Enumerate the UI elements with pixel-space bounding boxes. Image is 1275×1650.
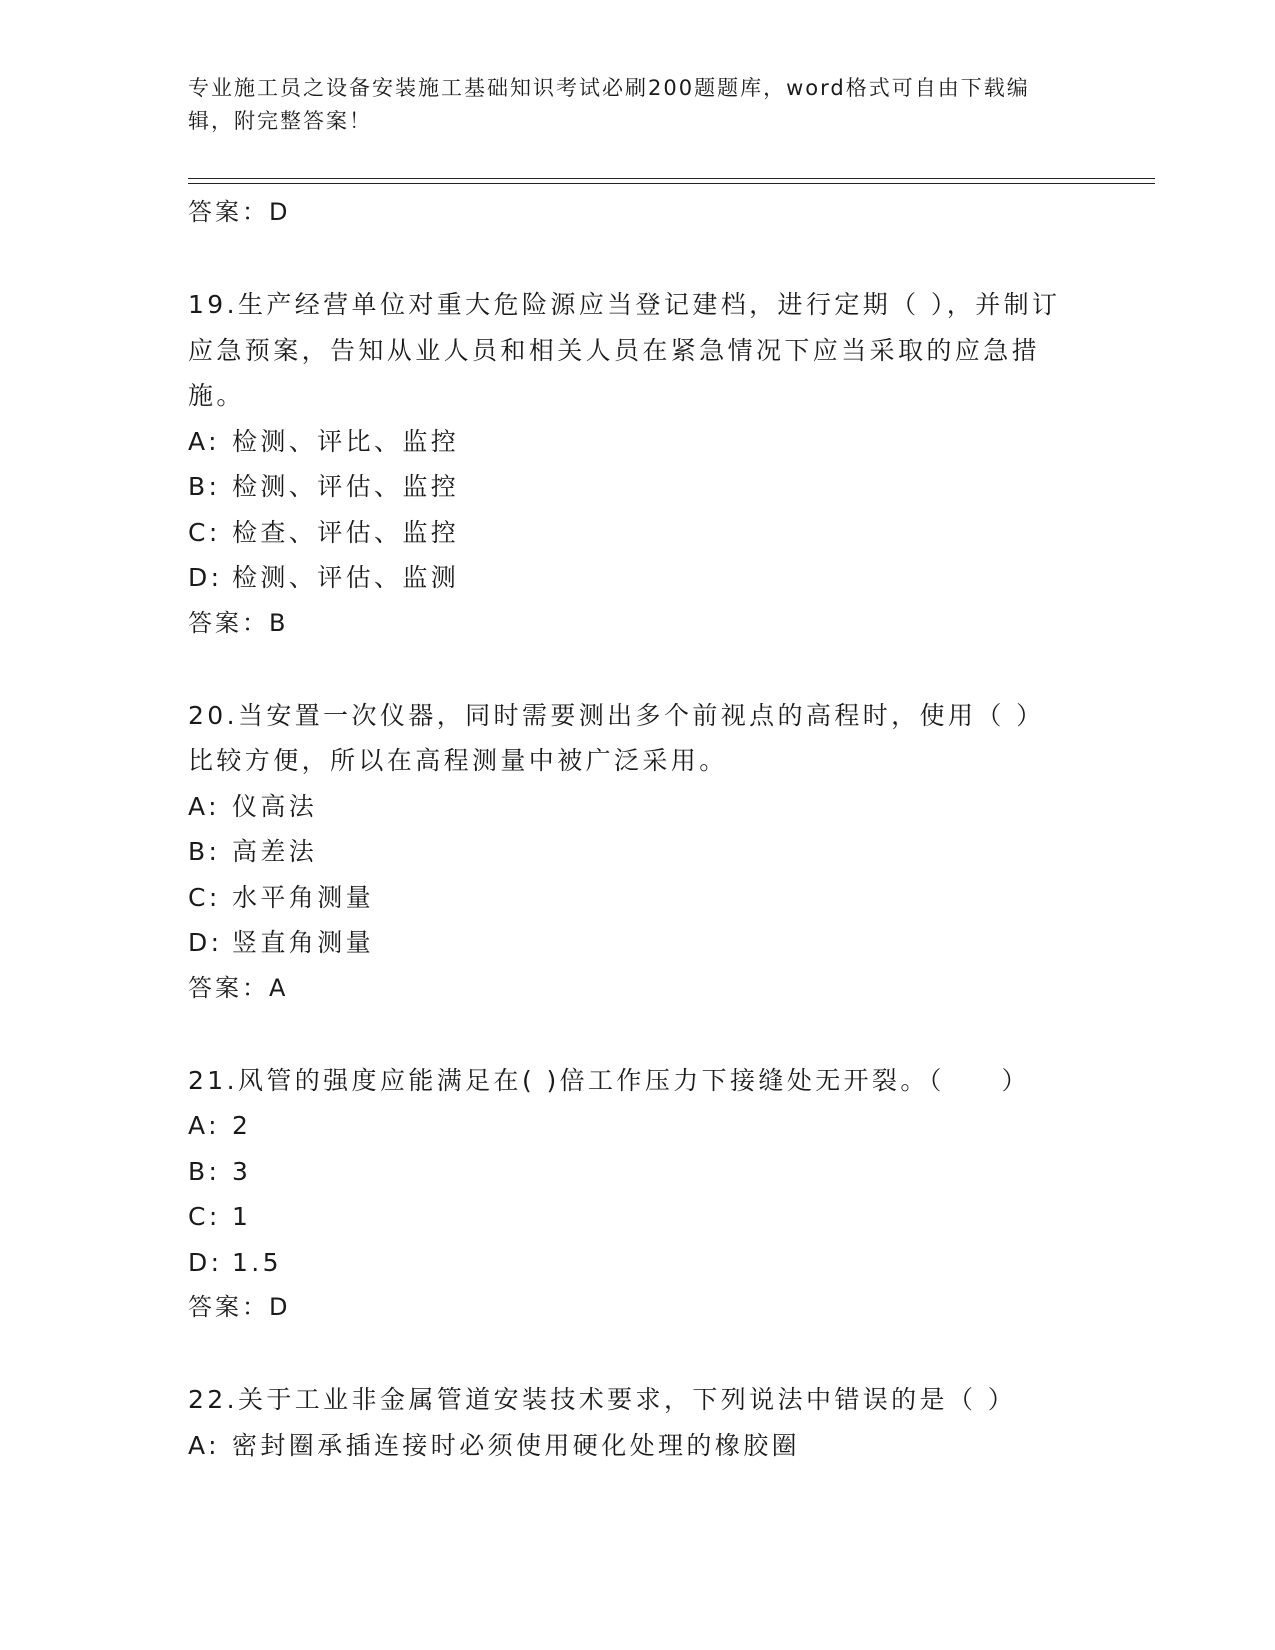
option-letter: D:: [188, 1247, 223, 1277]
option-text: 竖直角测量: [232, 928, 375, 957]
option-d: [188, 555, 1068, 601]
option-letter: D:: [188, 563, 223, 592]
option-text: 检测、评比、监控: [232, 426, 460, 456]
option-a: [188, 1423, 1068, 1469]
option-letter: B:: [188, 1156, 221, 1186]
page-header: 专业施工员之设备安装施工基础知识考试必刷200题题库，word格式可自由下载编辑，附完整答案！: [188, 76, 1030, 133]
option-d: [188, 1240, 1068, 1286]
question-stem: 19.生产经营单位对重大危险源应当登记建档，进行定期（ ），并制订应急预案，告知从业人员和相关人员在紧急情况下应当采取的应急措施。: [188, 290, 1061, 410]
option-text: 水平角测量: [232, 882, 375, 912]
option-letter: B:: [188, 472, 221, 501]
question-21: [188, 1058, 1068, 1331]
option-letter: A:: [188, 1111, 220, 1140]
answer: 答案：B: [188, 608, 289, 637]
option-b: [188, 1149, 1068, 1195]
question-stem: 21.风管的强度应能满足在( )倍工作压力下接缝处无开裂。（ ）: [188, 1065, 1030, 1095]
option-a: [188, 1103, 1068, 1149]
option-letter: A:: [188, 1430, 220, 1460]
question-list: [188, 190, 1068, 1468]
option-letter: C:: [188, 517, 221, 547]
option-letter: C:: [188, 882, 221, 912]
question-stem: 22.关于工业非金属管道安装技术要求，下列说法中错误的是（ ）: [188, 1385, 1017, 1414]
answer: 答案：D: [188, 1293, 291, 1321]
option-letter: A:: [188, 426, 220, 456]
option-a: [188, 419, 1068, 465]
option-letter: C:: [188, 1202, 221, 1231]
option-text: 检测、评估、监控: [232, 472, 460, 501]
option-b: [188, 829, 1068, 875]
option-text: 3: [232, 1156, 252, 1186]
option-text: 高差法: [232, 837, 318, 866]
option-letter: B:: [188, 837, 221, 866]
option-text: 检测、评估、监测: [232, 563, 460, 592]
option-c: [188, 1194, 1068, 1240]
option-text: 1: [232, 1202, 252, 1231]
option-letter: A:: [188, 791, 220, 821]
option-text: 仪高法: [232, 791, 318, 821]
header-divider-top: [188, 178, 1155, 179]
option-a: [188, 784, 1068, 830]
option-text: 密封圈承插连接时必须使用硬化处理的橡胶圈: [232, 1430, 801, 1460]
question-stem: 20.当安置一次仪器，同时需要测出多个前视点的高程时，使用（ ）比较方便，所以在高程测量中被广泛采用。: [188, 700, 1045, 775]
option-text: 1.5: [232, 1247, 282, 1277]
option-text: 2: [232, 1111, 252, 1140]
option-letter: D:: [188, 928, 223, 957]
previous-answer: 答案：D: [188, 198, 291, 226]
option-d: [188, 920, 1068, 966]
answer: 答案：A: [188, 973, 289, 1002]
header-divider-bottom: [188, 183, 1155, 184]
option-c: [188, 510, 1068, 556]
option-c: [188, 875, 1068, 921]
option-b: [188, 464, 1068, 510]
question-19: [188, 282, 1068, 646]
question-20: [188, 693, 1068, 1011]
option-text: 检查、评估、监控: [232, 517, 460, 547]
question-22: [188, 1377, 1068, 1468]
